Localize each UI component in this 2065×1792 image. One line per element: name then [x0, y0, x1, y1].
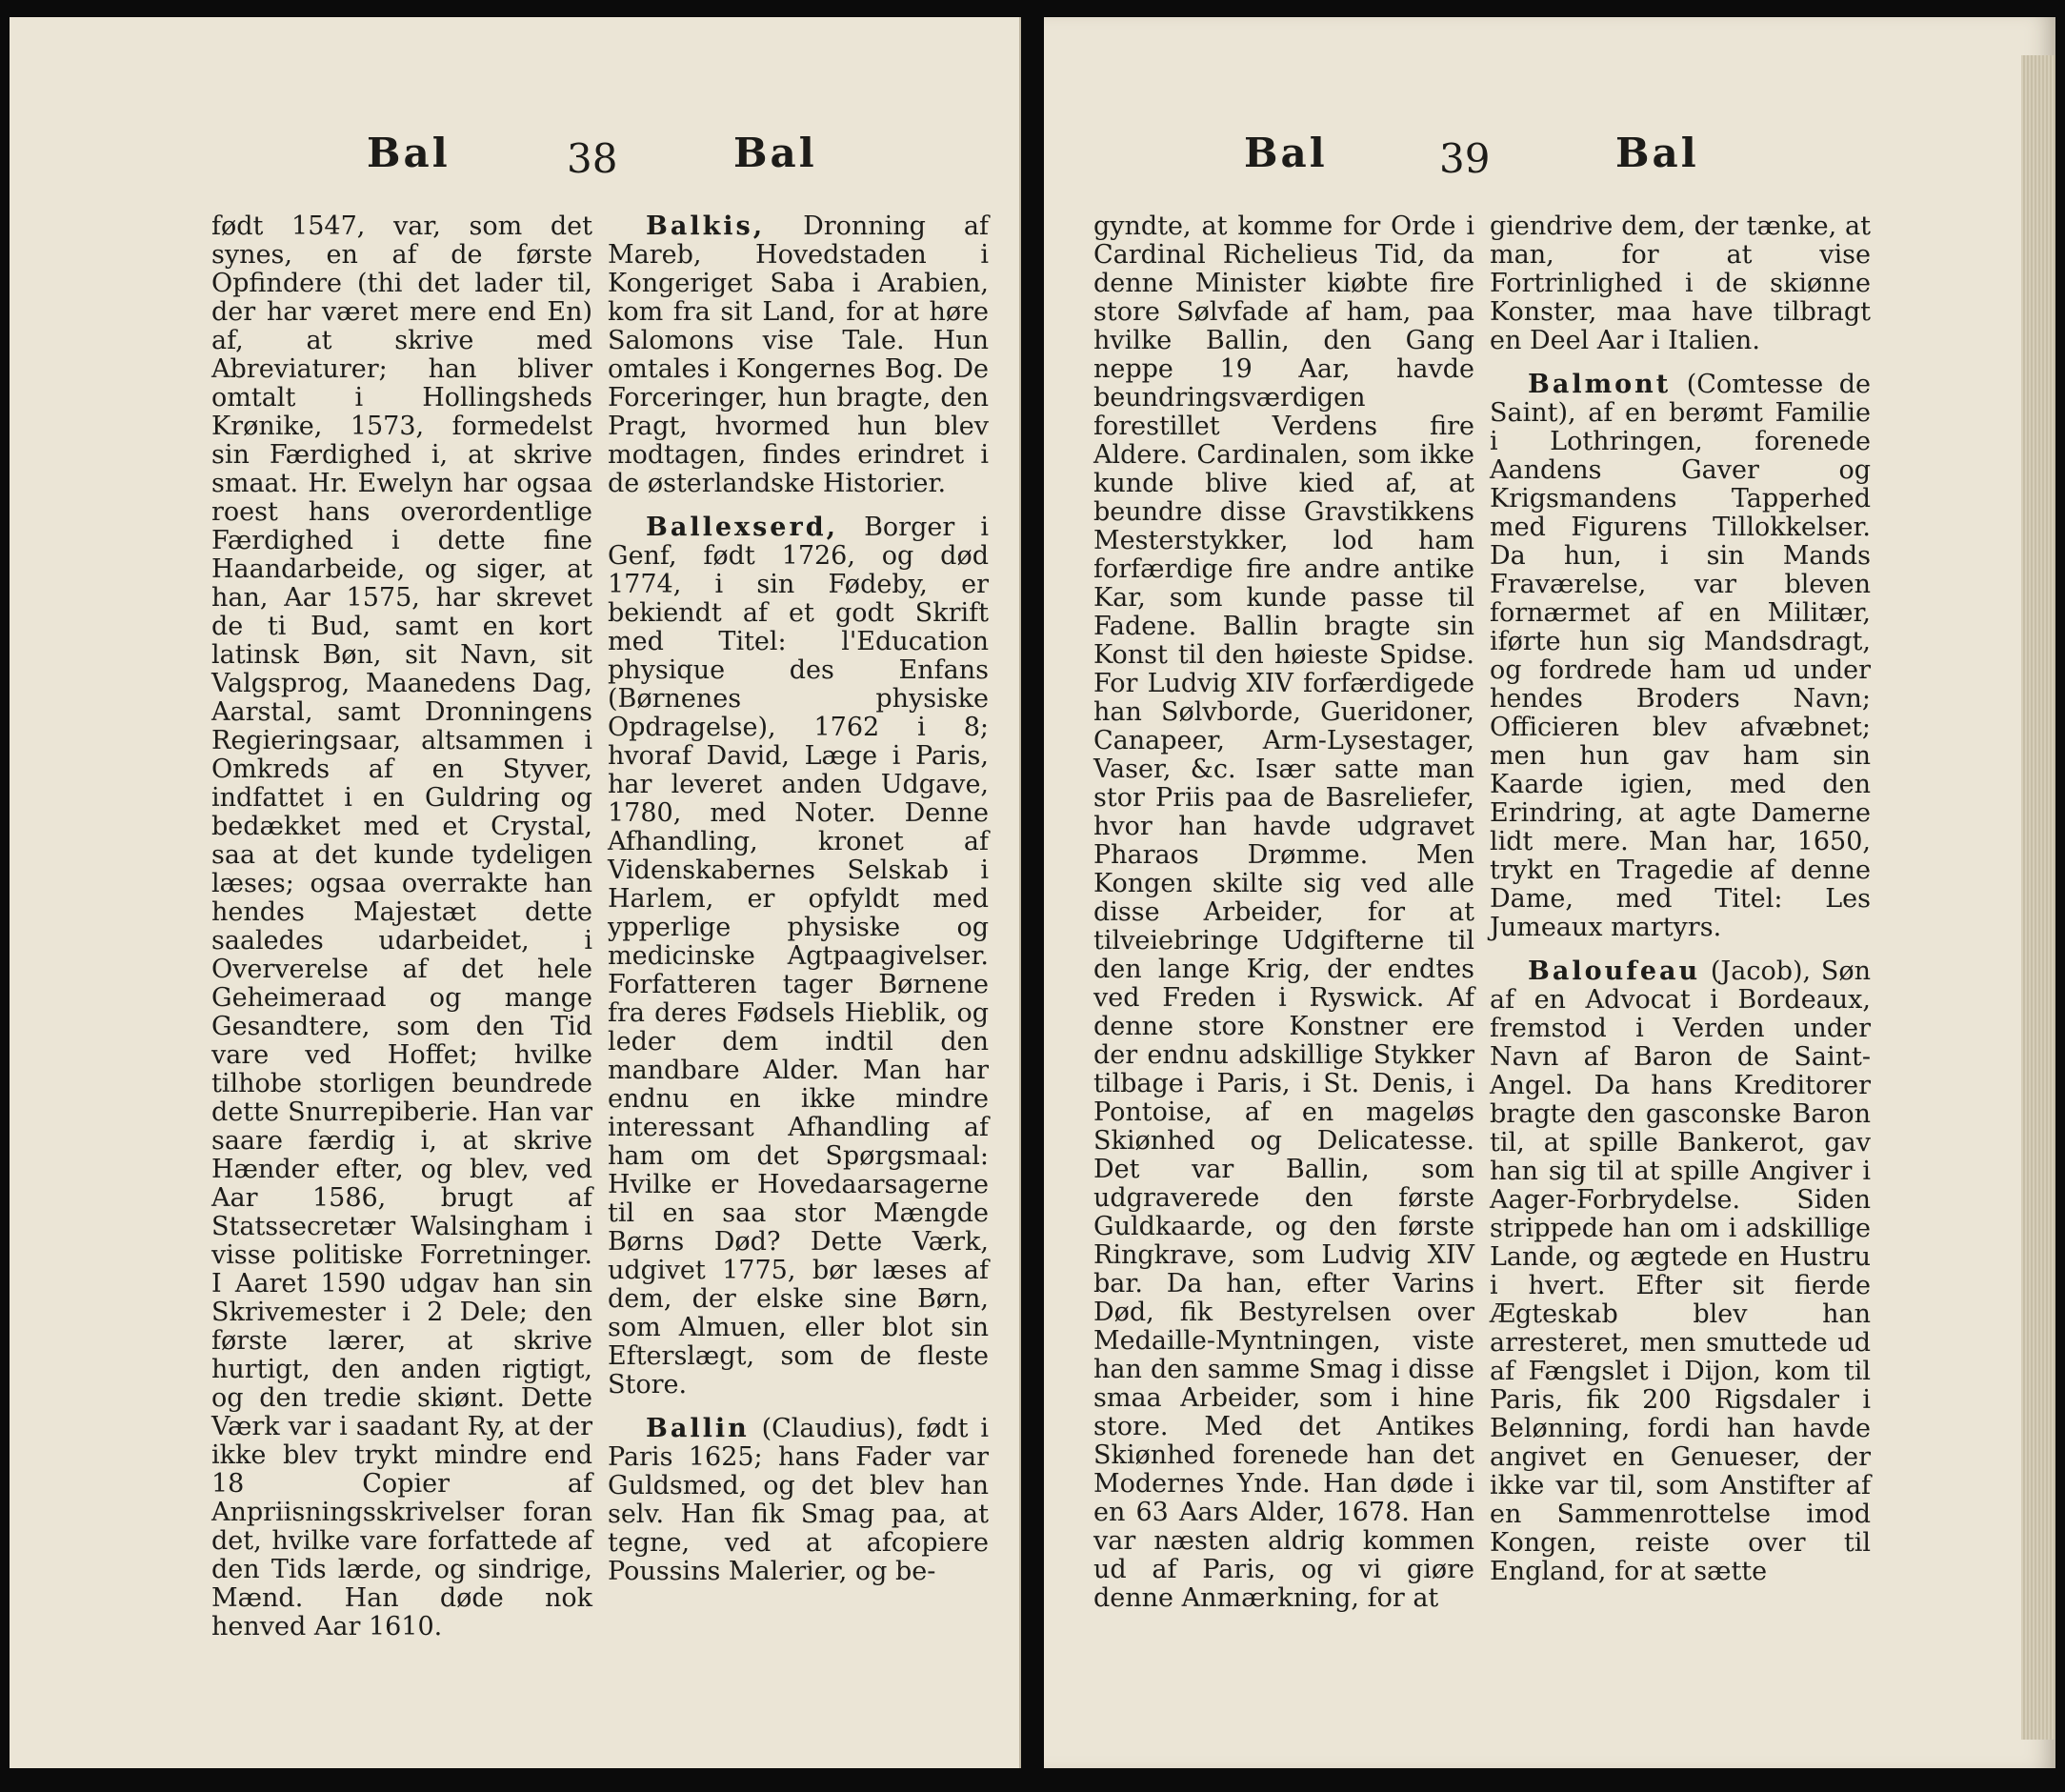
- entry-headword: Balkis,: [646, 211, 766, 241]
- running-head-right: Bal: [1615, 130, 1699, 176]
- page-header: [1044, 130, 2055, 196]
- paragraph-text: gyndte, at komme for Orde i Cardinal Richelieus Tid, da denne Minister kiøbte fire store Sølvfade af ham, paa hvilke Ballin, den Gang neppe 19 Aar, havde beundringsværdigen forestillet Verdens fire Aldere. Cardinalen, som ikke kunde blive kied af, at beundre disse Gravstikkens Mesterstykker, lod ham forfærdige fire andre antike Kar, som kunde passe til Fadene. Ballin bragte sin Konst til den høieste Spidse. For Ludvig XIV forfærdigede han Sølvborde, Gueridoner, Canapeer, Arm-Lysestager, Vaser, &c. Især satte man stor Priis paa de Basreliefer, hvor han havde udgravet Pharaos Drømme. Men Kongen skilte sig ved alle disse Arbeider, for at tilveiebringe Udgifterne til den lange Krig, der endtes ved Freden i Ryswick. Af denne store Konstner ere der endnu adskillige Stykker tilbage i Paris, i St. Denis, i Pontoise, af en mageløs Skiønhed og Delicatesse. Det var Ballin, som udgraverede den første Guldkaarde, og den første Ringkrave, som Ludvig XIV bar. Da han, efter Varins Død, fik Bestyrelsen over Medaille-Myntningen, viste han den samme Smag i disse smaa Arbeider, som i hine store. Med det Antikes Skiønhed forenede han det Modernes Ynde. Han døde i en 63 Aars Alder, 1678. Han var næsten aldrig kommen ud af Paris, og vi giøre denne Anmærkning, for at: [1093, 211, 1474, 1613]
- right-page: [1044, 17, 2055, 1768]
- running-head-left: Bal: [1244, 130, 1328, 176]
- paragraph: [1093, 212, 1474, 1613]
- left-page: [10, 17, 1021, 1768]
- entry-paragraph: [1490, 371, 1871, 942]
- paragraph-text: Dronning af Mareb, Hovedstaden i Kongeriget Saba i Arabien, kom fra sit Land, for at høre Salomons vise Tale. Hun omtales i Kongernes Bog. De Forceringer, hun bragte, den Pragt, hvormed hun blev modtagen, findes erindret i de østerlandske Historier.: [608, 211, 989, 498]
- paragraph-text: Borger i Genf, født 1726, og død 1774, i sin Fødeby, er bekiendt af et godt Skrift med Titel: l'Education physique des Enfans (Børnenes physiske Opdragelse), 1762 i 8; hvoraf David, Læge i Paris, har leveret anden Udgave, 1780, med Noter. Denne Afhandling, kronet af Videnskabernes Selskab i Harlem, er opfyldt med ypperlige physiske og medicinske Agtpaagivelser. Forfatteren tager Børnene fra deres Fødsels Hieblik, og leder dem indtil den mandbare Alder. Man har endnu en ikke mindre interessant Afhandling af ham om det Spørgsmaal: Hvilke er Hovedaarsagerne til en saa stor Mængde Børns Død? Dette Værk, udgivet 1775, bør læses af dem, der elske sine Børn, som Almuen, eller blot sin Efterslægt, som de fleste Store.: [608, 513, 989, 1399]
- text-column-2: [1490, 212, 1871, 1601]
- paragraph: [211, 212, 592, 1641]
- paragraph-text: giendrive dem, der tænke, at man, for at vise Fortrinlighed i de skiønne Konster, maa have tilbragt en Deel Aar i Italien.: [1490, 211, 1871, 355]
- entry-paragraph: [608, 212, 989, 498]
- page-number: 38: [567, 135, 618, 182]
- entry-paragraph: [608, 1415, 989, 1586]
- text-column-1: [1093, 212, 1474, 1628]
- entry-headword: Balmont: [1528, 370, 1672, 399]
- running-head-left: Bal: [367, 130, 451, 176]
- text-column-1: [211, 212, 592, 1657]
- paragraph-text: født 1547, var, som det synes, en af de første Opfindere (thi det lader til, der har været mere end En) af, at skrive med Abreviaturer; han bliver omtalt i Hollingsheds Krønike, 1573, formedelst sin Færdighed i, at skrive smaat. Hr. Ewelyn har ogsaa roest hans overordentlige Færdighed i dette fine Haandarbeide, og siger, at han, Aar 1575, har skrevet de ti Bud, samt en kort latinsk Bøn, sit Navn, sit Valgsprog, Maanedens Dag, Aarstal, samt Dronningens Regieringsaar, altsammen i Omkreds af en Styver, indfattet i en Guldring og bedækket med et Crystal, saa at det kunde tydeligen læses; ogsaa overrakte han hendes Majestæt dette saaledes udarbeidet, i Oververelse af det hele Geheimeraad og mange Gesandtere, som den Tid vare ved Hoffet; hvilke tilhobe storligen beundrede dette Snurrepiberie. Han var saare færdig i, at skrive Hænder efter, og blev, ved Aar 1586, brugt af Statssecretær Walsingham i visse politiske Forretninger. I Aaret 1590 udgav han sin Skrivemester i 2 Dele; den første lærer, at skrive hurtigt, den anden rigtigt, og den tredie skiønt. Dette Værk var i saadant Ry, at der ikke blev trykt mindre end 18 Copier af Anpriisningsskrivelser foran det, hvilke vare forfattede af den Tids lærde, og sindrige, Mænd. Han døde nok henved Aar 1610.: [211, 211, 592, 1641]
- entry-headword: Ballexserd,: [646, 513, 838, 542]
- entry-paragraph: [1490, 957, 1871, 1586]
- paragraph-text: (Comtesse de Saint), af en berømt Familie i Lothringen, forenede Aandens Gaver og Krigsmandens Tapperhed med Figurens Tillokkelser. Da hun, i sin Mands Fraværelse, var bleven fornærmet af en Militær, iførte hun sig Mandsdragt, og fordrede ham ud under hendes Broders Navn; Officieren blev afvæbnet; men hun gav ham sin Kaarde igien, med den Erindring, at agte Damerne lidt mere. Man har, 1650, trykt en Tragedie af denne Dame, med Titel: Les Jumeaux martyrs.: [1490, 370, 1871, 942]
- text-column-2: [608, 212, 989, 1601]
- page-header: [10, 130, 1019, 196]
- paragraph-text: (Jacob), Søn af en Advocat i Bordeaux, fremstod i Verden under Navn af Baron de Saint-Angel. Da hans Kreditorer bragte den gasconske Baron til, at spille Bankerot, gav han sig til at spille Angiver i Aager-Forbrydelse. Siden strippede han om i adskillige Lande, og ægtede en Hustru i hvert. Efter sit fierde Ægteskab blev han arresteret, men smuttede ud af Fængslet i Dijon, kom til Paris, fik 200 Rigsdaler i Belønning, fordi han havde angivet en Genueser, der ikke var til, som Anstifter af en Sammenrottelse imod Kongen, reiste over til England, for at sætte: [1490, 956, 1871, 1586]
- entry-headword: Ballin: [646, 1414, 750, 1443]
- page-number: 39: [1439, 135, 1491, 182]
- paragraph-text: (Claudius), født i Paris 1625; hans Fader var Guldsmed, og det blev han selv. Han fik Smag paa, at tegne, ved at afcopiere Poussins Malerier, og be-: [608, 1414, 989, 1586]
- running-head-right: Bal: [733, 130, 817, 176]
- paragraph: [1490, 212, 1871, 355]
- entry-paragraph: [608, 513, 989, 1399]
- entry-headword: Baloufeau: [1528, 956, 1701, 986]
- page-edge: [2021, 55, 2055, 1740]
